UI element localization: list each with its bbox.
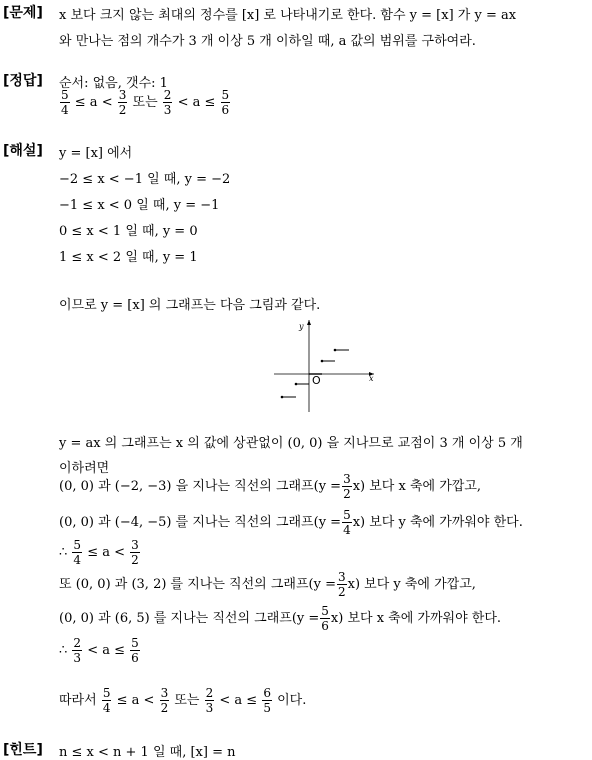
fraction: $\frac{3}{2}$: [131, 538, 139, 567]
solution-p6: 또 (0, 0) 과 (3, 2) 를 지나는 직선의 그래프(y = $\frac{3}{2}$ x) 보다 y 축에 가깝고,: [59, 570, 476, 599]
hint-text: n ≤ x < n + 1 일 때, [x] = n: [59, 745, 236, 760]
solution-label: [해설]: [3, 143, 43, 159]
fraction: $\frac{5}{4}$: [61, 88, 69, 117]
fraction: $\frac{2}{3}$: [73, 636, 82, 665]
step-y-neg1-start: [295, 383, 298, 386]
hint-label: [힌트]: [3, 742, 43, 758]
step-y-1-start: [334, 349, 337, 352]
fraction: $\frac{2}{3}$: [163, 88, 172, 117]
problem-line-2: 와 만나는 점의 개수가 3 개 이상 5 개 이하일 때, a 값의 범위를 구하여라.: [59, 34, 476, 49]
case-4: 1 ≤ x < 2 일 때, y = 1: [59, 250, 198, 265]
solution-p5: ∴ $\frac{5}{4}$ ≤ a < $\frac{3}{2}$: [59, 538, 139, 567]
fraction: $\frac{5}{6}$: [221, 88, 230, 117]
fraction: $\frac{5}{4}$: [73, 538, 82, 567]
solution-p8: ∴ $\frac{2}{3}$ < a ≤ $\frac{5}{6}$: [59, 636, 139, 665]
fraction: $\frac{3}{2}$: [118, 88, 127, 117]
solution-p7: (0, 0) 과 (6, 5) 를 지나는 직선의 그래프(y = $\frac{5}{6}$ x) 보다 x 축에 가까워야 한다.: [59, 604, 502, 633]
case-2: −1 ≤ x < 0 일 때, y = −1: [59, 198, 220, 213]
fraction: $\frac{2}{3}$: [205, 686, 214, 715]
fraction: $\frac{3}{2}$: [337, 570, 346, 599]
origin-label: O: [312, 374, 321, 387]
floor-function-graph: [270, 318, 382, 414]
problem-label: [문제]: [3, 5, 43, 21]
fraction: $\frac{5}{6}$: [131, 636, 139, 665]
solution-p3: (0, 0) 과 (−2, −3) 을 지나는 직선의 그래프(y = $\frac{3}{2}$ x) 보다 x 축에 가깝고,: [59, 472, 482, 501]
y-axis-arrow: [307, 320, 311, 325]
solution-conclusion: 따라서 $\frac{5}{4}$ ≤ a < $\frac{3}{2}$ 또는 $\frac{2}{3}$ < a ≤ $\frac{6}{5}$ 이다.: [59, 686, 307, 715]
y-axis-label: y: [299, 322, 304, 331]
fraction: $\frac{5}{4}$: [343, 508, 351, 537]
fraction: $\frac{5}{6}$: [321, 604, 329, 633]
fraction: $\frac{3}{2}$: [160, 686, 169, 715]
solution-p2: 이하려면: [59, 461, 110, 476]
case-1: −2 ≤ x < −1 일 때, y = −2: [59, 172, 231, 187]
x-axis-label: x: [369, 374, 374, 383]
step-y-neg2-start: [281, 396, 284, 399]
fraction: $\frac{6}{5}$: [263, 686, 271, 715]
solution-p1: y = ax 의 그래프는 x 의 값에 상관없이 (0, 0) 을 지나므로 교점이 3 개 이상 5 개: [59, 436, 523, 451]
answer-line-1: 순서: 없음, 갯수: 1: [59, 76, 168, 91]
fraction: $\frac{5}{4}$: [102, 686, 111, 715]
fraction: $\frac{3}{2}$: [343, 472, 351, 501]
solution-p4: (0, 0) 과 (−4, −5) 를 지나는 직선의 그래프(y = $\frac{5}{4}$ x) 보다 y 축에 가까워야 한다.: [59, 508, 523, 537]
case-3: 0 ≤ x < 1 일 때, y = 0: [59, 224, 198, 239]
problem-line-1: x 보다 크지 않는 최대의 정수를 [x] 로 나타내기로 한다. 함수 y = [x] 가 y = ax: [59, 8, 517, 23]
graph-intro: 이므로 y = [x] 의 그래프는 다음 그림과 같다.: [59, 298, 321, 313]
answer-range: $\frac{5}{4}$ ≤ a < $\frac{3}{2}$ 또는 $\frac{2}{3}$ < a ≤ $\frac{5}{6}$: [61, 88, 230, 117]
step-y-0-start: [321, 360, 324, 363]
solution-intro: y = [x] 에서: [59, 146, 133, 161]
answer-label: [정답]: [3, 73, 43, 89]
